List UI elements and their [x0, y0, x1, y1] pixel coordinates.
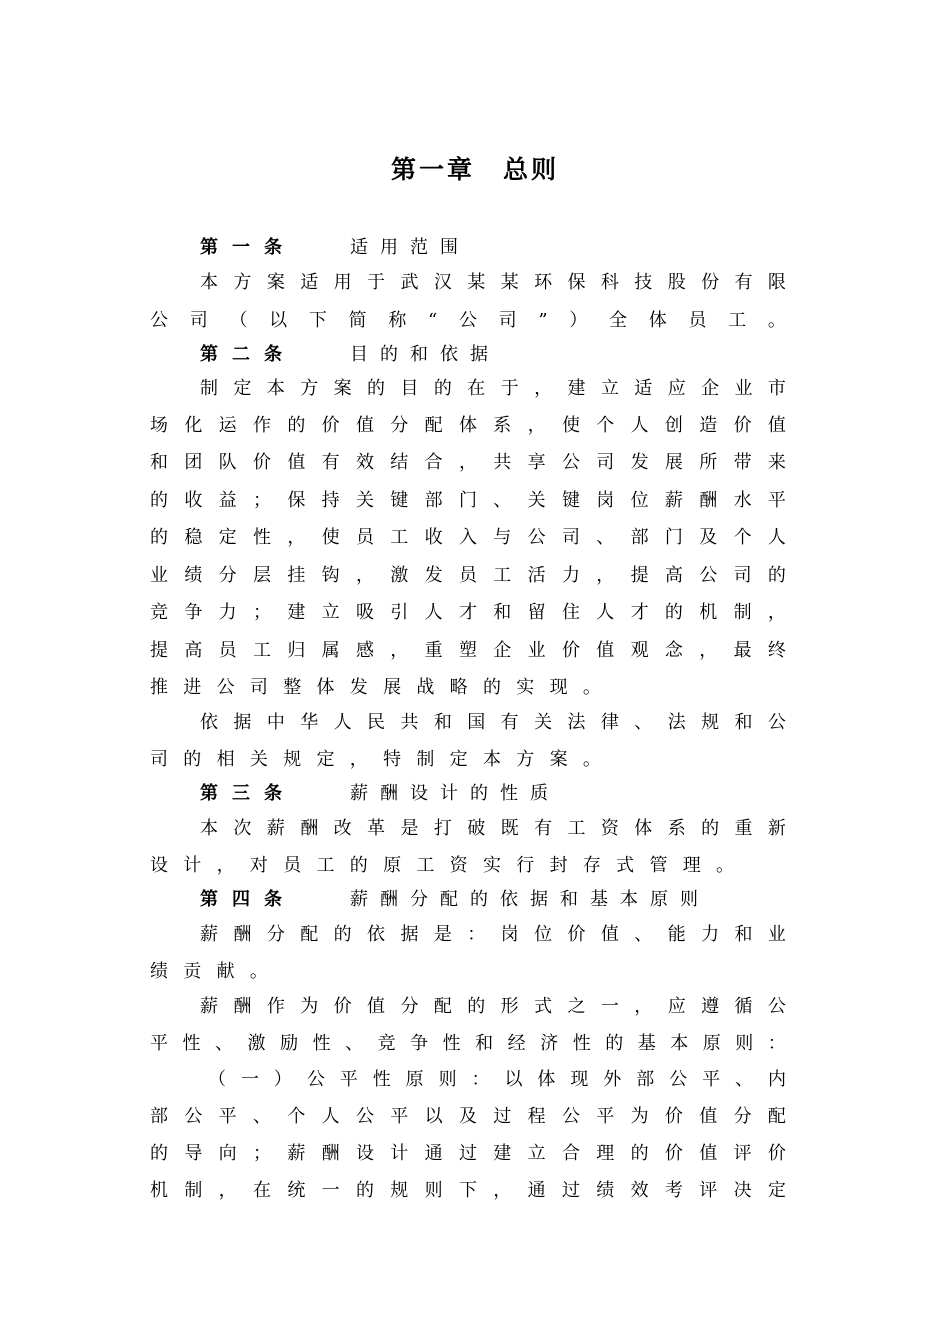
body-line: 司 的 相 关 规 定 ， 特 制 定 本 方 案 。 [150, 749, 601, 770]
body-line: 和 团 队 价 值 有 效 结 合 ， 共 享 公 司 发 展 所 带 来 [150, 452, 786, 473]
body-line: 薪 酬 分 配 的 依 据 是 ： 岗 位 价 值 、 能 力 和 业 [200, 924, 786, 945]
article-number: 第四条 [200, 889, 296, 910]
article-heading [200, 340, 500, 370]
body-line: 竞 争 力 ； 建 立 吸 引 人 才 和 留 住 人 才 的 机 制 ， [150, 602, 786, 623]
body-line: 的 收 益 ； 保 持 关 键 部 门 、 关 键 岗 位 薪 酬 水 平 [150, 490, 786, 511]
body-line: 依 据 中 华 人 民 共 和 国 有 关 法 律 、 法 规 和 公 [200, 712, 786, 733]
body-line: 部 公 平 、 个 人 公 平 以 及 过 程 公 平 为 价 值 分 配 [150, 1106, 786, 1127]
article-heading [200, 779, 560, 809]
body-line: 绩 贡 献 。 [150, 961, 268, 982]
body-line: （ 一 ） 公 平 性 原 则 ： 以 体 现 外 部 公 平 、 内 [208, 1069, 786, 1090]
article-name: 目的和依据 [350, 344, 500, 365]
body-line: 场 化 运 作 的 价 值 分 配 体 系 ， 使 个 人 创 造 价 值 [150, 415, 786, 436]
body-line: 薪 酬 作 为 价 值 分 配 的 形 式 之 一 ， 应 遵 循 公 [200, 996, 786, 1017]
body-line: 机 制 ， 在 统 一 的 规 则 下 ， 通 过 绩 效 考 评 决 定 [150, 1180, 786, 1201]
body-line: 制 定 本 方 案 的 目 的 在 于 ， 建 立 适 应 企 业 市 [200, 378, 786, 399]
body-line: 平 性 、 激 励 性 、 竞 争 性 和 经 济 性 的 基 本 原 则 ： [150, 1033, 786, 1054]
article-name: 适用范围 [350, 237, 470, 258]
body-line: 公 司 （ 以 下 简 称 “ 公 司 ” ） 全 体 员 工 。 [150, 310, 786, 331]
article-name: 薪酬分配的依据和基本原则 [350, 889, 710, 910]
article-heading [200, 233, 470, 263]
body-line: 本 次 薪 酬 改 革 是 打 破 既 有 工 资 体 系 的 重 新 [200, 818, 786, 839]
article-name: 薪酬设计的性质 [350, 783, 560, 804]
body-line: 业 绩 分 层 挂 钩 ， 激 发 员 工 活 力 ， 提 高 公 司 的 [150, 565, 786, 586]
chapter-title: 第一章 总则 [390, 155, 559, 184]
article-number: 第三条 [200, 783, 296, 804]
body-line: 提 高 员 工 归 属 感 ， 重 塑 企 业 价 值 观 念 ， 最 终 [150, 640, 786, 661]
article-heading [200, 885, 710, 915]
body-line: 本 方 案 适 用 于 武 汉 某 某 环 保 科 技 股 份 有 限 [200, 272, 786, 293]
body-line: 推 进 公 司 整 体 发 展 战 略 的 实 现 。 [150, 677, 601, 698]
article-number: 第二条 [200, 344, 296, 365]
body-line: 的 导 向 ； 薪 酬 设 计 通 过 建 立 合 理 的 价 值 评 价 [150, 1143, 786, 1164]
body-line: 的 稳 定 性 ， 使 员 工 收 入 与 公 司 、 部 门 及 个 人 [150, 527, 786, 548]
article-number: 第一条 [200, 237, 296, 258]
body-line: 设 计 ， 对 员 工 的 原 工 资 实 行 封 存 式 管 理 。 [150, 855, 735, 876]
